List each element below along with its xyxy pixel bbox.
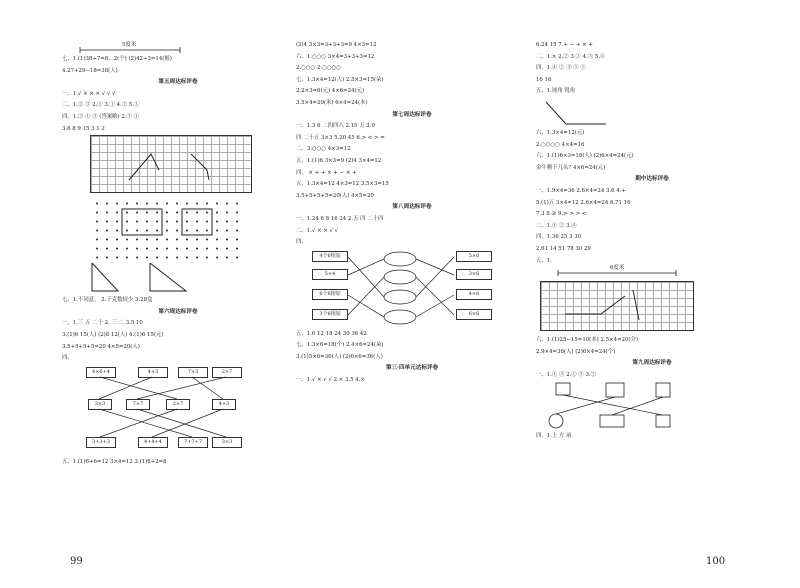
answer-line: 16 16 [536, 76, 552, 83]
answer-line: 七、1.3×4=12(人) 2.5×3=15(朵) [296, 76, 384, 83]
triangle-drawing [90, 261, 294, 295]
angle-drawing [541, 282, 693, 330]
answer-line: 2.61 14 51 78 30 29 [536, 245, 591, 252]
answer-line: 6.24 15 7.+ − + × + [536, 42, 593, 48]
page-number-left: 99 [70, 556, 83, 567]
answer-line: 二、3.○○○ 4×3=12 [296, 146, 351, 153]
answer-line: (2)4 3×3=3+3+3=9 4×3=12 [296, 42, 377, 48]
answer-line: 七、1.不同意。 2.千克数较少 3.28盒 [62, 297, 153, 304]
answer-line: 4.27+29−18=38(人) [62, 67, 118, 74]
butterfly-lines [296, 249, 516, 329]
answer-line: 六、1.(1)6×3=18(人) (2)6×4=24(元) [536, 153, 634, 160]
section-title: 第五周达标评卷 [158, 79, 198, 86]
answer-line: 2.9×4=36(人) (2)6×4=24(个) [536, 348, 616, 355]
tile-right: 6×6 [456, 309, 492, 320]
answer-line: 一、1.3 6 二四四八 2.15 五 3.9 [296, 123, 375, 130]
section-title: 期中达标评卷 [635, 176, 669, 183]
solids-svg [536, 381, 736, 431]
lunch-card: 4×3 [212, 399, 236, 410]
answer-line: 一、1.√ × × × √ √ √ [62, 90, 116, 97]
answer-line: 四、1.② ① ③ (答案略) 2.③ ① [62, 113, 139, 120]
net-card: 4×6+4 [86, 367, 116, 378]
answer-line: 二、1.① ② 3.④ [536, 222, 577, 229]
tile-right: 3×6 [456, 269, 492, 280]
answer-line: 五、1.(1)6 3×3=9 (2)4 3×4=12 [296, 157, 382, 164]
answer-line: 3.(1)5×6=30(人) (2)6×6=36(人) [296, 353, 383, 360]
answer-line: 四、1.36 25 3 30 [536, 234, 582, 241]
tile-right: 4×6 [456, 289, 492, 300]
angle-svg [536, 98, 656, 128]
angle-drawing [91, 136, 251, 192]
answer-line: 二、1.√ × × √ √ [296, 227, 339, 234]
lunch-card: 2×7 [166, 399, 190, 410]
answer-line: 二、1.× 2.② 3.① 4.③ 5.④ [536, 53, 606, 60]
bowl-card: 4+4+4 [138, 437, 168, 448]
answer-line: 二、1.② ③ 2.① 3.① 4.② 5.① [62, 102, 140, 109]
net-card: 2×7 [212, 367, 242, 378]
answer-line: 2.○○○ 2.○○○○ [296, 65, 341, 72]
bowl-card: 7+7+7 [178, 437, 208, 448]
answer-line: 3.5+5+5+5=20 4×5=20(人) [62, 343, 140, 350]
answer-line: 一、1.√ × √ √ 2.× 3.5 4.× [296, 377, 365, 384]
tile-left: 4个6相加 [312, 251, 348, 262]
page-number-right: 100 [706, 556, 726, 567]
angle-grid [90, 135, 252, 193]
answer-line: 3.5+5+5+5=20(人) 4×5=20 [296, 192, 374, 199]
lunch-card: 7×7 [126, 399, 150, 410]
answer-line: 一、1.三 五 二十 2. 三 二 3.5 10 [62, 320, 143, 327]
length-label: 6度米 [610, 265, 625, 272]
section-title: 第九周达标评卷 [632, 360, 672, 367]
answer-line: 2.○○○○ 4×4=16 [536, 141, 585, 148]
answer-line: 五、1.(1)6+6=12 3×4=12 2.(1)6+2=8 [62, 458, 167, 465]
bowl-card: 3×3 [212, 437, 242, 448]
tile-right: 5×6 [456, 251, 492, 262]
answer-line: 六、1.3×4=12(元) [536, 129, 585, 136]
length-label: 5度米 [122, 42, 137, 48]
lunch-card: 3×3 [88, 399, 112, 410]
answer-line: 四、 [62, 355, 73, 362]
section-title: 第八周达标评卷 [392, 204, 432, 211]
answer-line: 四、1.上 左 前 [536, 433, 572, 440]
butterfly-matching [296, 249, 528, 329]
answer-line: 5.(1)五 3×4=12 2.6×4=24 6.71 16 [536, 199, 631, 206]
angle-sketch [536, 98, 768, 128]
dot-grid [92, 199, 242, 261]
answer-line: 五、1.钝角 锐角 [536, 88, 576, 95]
tile-left: 5×4 [312, 269, 348, 280]
answer-line: 六、1.○○○ 3×4=3+3+3=12 [296, 53, 375, 60]
net-card: 4×3 [138, 367, 168, 378]
tile-left: 6个6相加 [312, 289, 348, 300]
answer-line: 四、 [296, 239, 307, 246]
answer-line: 一、1.9×4=36 2.6×4=24 3.6 4.+ [536, 187, 626, 194]
angle-grid-2 [540, 281, 694, 331]
answer-line: 四、 × + + × + − × + [296, 169, 357, 176]
matching-diagram [62, 365, 294, 457]
answer-line: 七、1.(1)38÷7=8…2(个) (2)42÷3=14(根) [62, 56, 172, 62]
answer-line: 3.6 8 9 15 3 1 2 [62, 125, 105, 132]
answer-line: 一、1.① ③ 2.① ③ 3.② [536, 371, 597, 378]
rectangle-drawing [92, 199, 242, 261]
answer-line: 7.3 8.② 9.> > > < [536, 211, 587, 218]
bowl-card: 3+3+3 [86, 437, 116, 448]
net-card: 7×3 [178, 367, 208, 378]
answer-line: 六、1.(1)25−15=10(本) 2.5×4=20(分) [536, 337, 638, 344]
triangle-svg [90, 261, 230, 295]
matching-lines [62, 365, 262, 457]
answer-line: 一、1.24 6 8 16 24 2.五 四 二十四 [296, 215, 384, 222]
solid-matching [536, 381, 768, 431]
section-title: 第六周达标评卷 [158, 308, 198, 315]
answer-line: 2.2×3=6(元) 4×6=24(元) [296, 88, 365, 95]
answer-line: 七、1.3×6=18(个) 2.4×6=24(朵) [296, 342, 384, 349]
length-line [62, 40, 294, 54]
answer-line: 3.5×4=20(米) 6×4=24(本) [296, 99, 368, 106]
left-column [62, 40, 294, 468]
answer-line: 五、1. [536, 257, 552, 264]
answer-line: 四、1.④ ② ③ ⑤ ① [536, 65, 586, 72]
answer-line: 四 二十五 3×3 5.20 45 6.> < > = [296, 134, 385, 141]
tile-left: 3个6相加 [312, 309, 348, 320]
answer-line: 五、1.3×4=12 4×3=12 3.5×3=15 [296, 181, 389, 188]
length-line-2 [536, 267, 768, 277]
answer-line: 金牛剩下几头? 4×6=24(元) [536, 164, 606, 171]
answer-line: 3.(1)6 15(人) (2)8 12(人) 4.(1)6 15(元) [62, 331, 164, 338]
middle-column [296, 40, 528, 387]
answer-line: 五、1.6 12 18 24 30 36 42 [296, 330, 367, 337]
section-title: 第七周达标评卷 [392, 111, 432, 118]
right-column [536, 40, 768, 443]
section-title: 第三·四单元达标评卷 [385, 365, 439, 372]
